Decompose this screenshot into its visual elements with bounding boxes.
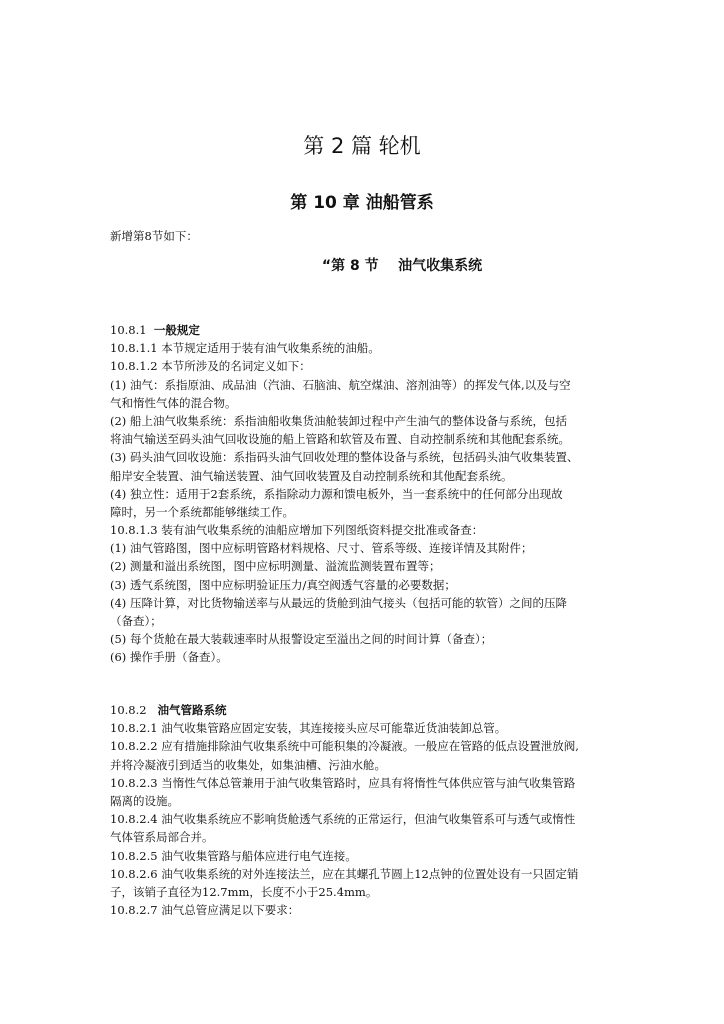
text-line: 10.8.1.2 本节所涉及的名词定义如下： <box>110 359 311 374</box>
text-line: 10.8.2.7 油气总管应满足以下要求： <box>110 903 300 918</box>
clause-number: 10.8.1 <box>110 323 147 337</box>
text-line: 10.8.2.3 当惰性气体总管兼用于油气收集管路时，应具有将惰性气体供应管与油气收集管路 <box>110 775 576 790</box>
clause-heading-10-8-2 <box>110 701 630 719</box>
text-line: (6) 操作手册（备查）。 <box>110 650 228 665</box>
text-line: 障时，另一个系统都能够继续工作。 <box>110 504 294 519</box>
clause-heading-10-8-1 <box>110 321 630 339</box>
clause-title: 一般规定 <box>153 323 200 337</box>
clause-number: 10.8.2 <box>110 703 147 717</box>
text-line: (4) 独立性：适用于2套系统，系指除动力源和馈电板外，当一套系统中的任何部分出现故 <box>110 486 563 501</box>
text-line: (5) 每个货舱在最大装载速率时从报警设定至溢出之间的时间计算（备查）； <box>110 632 493 647</box>
text-line: 将油气输送至码头油气回收设施的船上管路和软管及布置、自动控制系统和其他配套系统。 <box>110 432 570 447</box>
text-line: （备查）； <box>110 614 162 628</box>
text-line: 10.8.2.6 油气收集系统的对外连接法兰，应在其螺孔节圆上12点钟的位置处设有一只固定销 <box>110 866 579 881</box>
text-line: (4) 压降计算，对比货物输送率与从最远的货舱到油气接头（包括可能的软管）之间的压降 <box>110 595 567 610</box>
text-line: 10.8.1.3 装有油气收集系统的油船应增加下列图纸资料提交批准或备查： <box>110 523 484 538</box>
text-line: 10.8.2.4 油气收集系统应不影响货舱透气系统的正常运行，但油气收集管系可与透气或惰性 <box>110 812 576 827</box>
part-title: 第 2 篇 轮机 <box>303 134 421 158</box>
text-line: (3) 透气系统图，图中应标明验证压力/真空阀透气容量的必要数据； <box>110 577 456 592</box>
text-line: (2) 测量和溢出系统图，图中应标明测量、溢流监测装置布置等； <box>110 559 441 574</box>
text-line: 10.8.2.1 油气收集管路应固定安装，其连接接头应尽可能靠近货油装卸总管。 <box>110 721 507 736</box>
chapter-title: 第 10 章 油船管系 <box>290 193 434 213</box>
section-10-8-2 <box>110 701 630 919</box>
text-line: 气和惰性气体的混合物。 <box>110 395 237 410</box>
text-line: 并将冷凝液引到适当的收集处，如集油槽、污油水舱。 <box>110 757 386 772</box>
clause-title: 油气管路系统 <box>157 703 227 717</box>
text-line: (2) 船上油气收集系统：系指油船收集货油舱装卸过程中产生油气的整体设备与系统，包括 <box>110 413 567 428</box>
text-line: (3) 码头油气回收设施：系指码头油气回收处理的整体设备与系统，包括码头油气收集装置、 <box>110 450 579 465</box>
text-line: (1) 油气：系指原油、成品油（汽油、石脑油、航空煤油、溶剂油等）的挥发气体,以及与空 <box>110 377 571 392</box>
section-title: “第 8 节 油气收集系统 <box>321 258 483 274</box>
text-line: 船岸安全装置、油气输送装置、油气回收装置及自动控制系统和其他配套系统。 <box>110 468 513 483</box>
intro-text: 新增第8节如下： <box>110 229 198 243</box>
text-line: 10.8.1.1 本节规定适用于装有油气收集系统的油船。 <box>110 341 380 356</box>
section-10-8-1 <box>110 321 630 667</box>
text-line: 子，该销子直径为12.7mm，长度不小于25.4mm。 <box>110 884 378 899</box>
text-line: 10.8.2.2 应有措施排除油气收集系统中可能积集的冷凝液。一般应在管路的低点设置泄放阀, <box>110 739 579 754</box>
text-line: (1) 油气管路图，图中应标明管路材料规格、尺寸、管系等级、连接详情及其附件； <box>110 541 533 556</box>
text-line: 隔离的设施。 <box>110 793 179 808</box>
text-line: 气体管系局部合并。 <box>110 830 214 845</box>
text-line: 10.8.2.5 油气收集管路与船体应进行电气连接。 <box>110 848 357 863</box>
